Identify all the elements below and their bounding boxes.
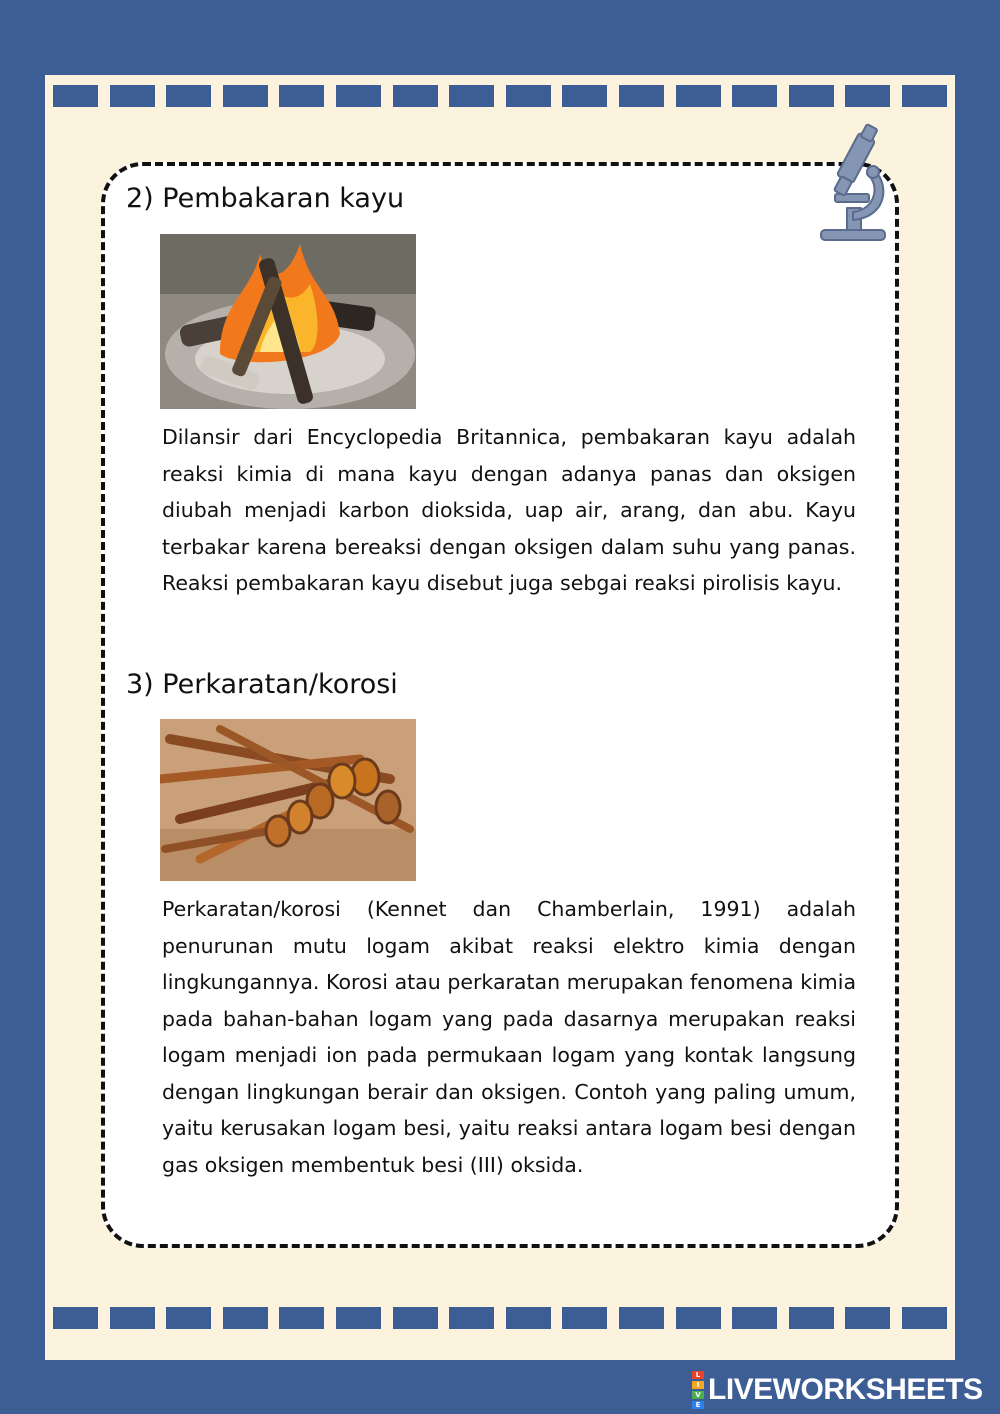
section-3-paragraph: Perkaratan/korosi (Kennet dan Chamberlain, 1991) adalah penurunan mutu logam akibat reaksi elektro kimia dengan lingkungannya. Korosi atau perkaratan merupakan fenomena kimia pada bahan-bahan logam yang pada dasarnya merupakan reaksi logam menjadi ion pada permukaan logam yang kontak langsung dengan lingkungan berair dan oksigen. Contoh yang paling umum, yaitu kerusakan logam besi, yaitu reaksi antara logam besi dengan gas oksigen membentuk besi (III) oksida. xyxy=(162,897,856,1177)
logo-text: LIVEWORKSHEETS xyxy=(708,1373,983,1406)
liveworksheets-logo xyxy=(692,1371,983,1409)
logo-badge-icon: L I V E xyxy=(692,1370,704,1410)
rusty-nails-image xyxy=(160,719,416,881)
top-border-strip xyxy=(45,78,955,114)
campfire-image xyxy=(160,234,416,409)
section-3-title: 3) Perkaratan/korosi xyxy=(126,669,398,700)
bottom-border-strip xyxy=(45,1300,955,1336)
section-2-title: 2) Pembakaran kayu xyxy=(126,183,405,214)
section-2-paragraph: Dilansir dari Encyclopedia Britannica, pembakaran kayu adalah reaksi kimia di mana kayu dengan adanya panas dan oksigen diubah menjadi karbon dioksida, uap air, arang, dan abu. Kayu terbakar karena bereaksi dengan oksigen dalam suhu yang panas. Reaksi pembakaran kayu disebut juga sebgai reaksi pirolisis kayu. xyxy=(162,425,856,595)
microscope-icon xyxy=(813,122,893,248)
